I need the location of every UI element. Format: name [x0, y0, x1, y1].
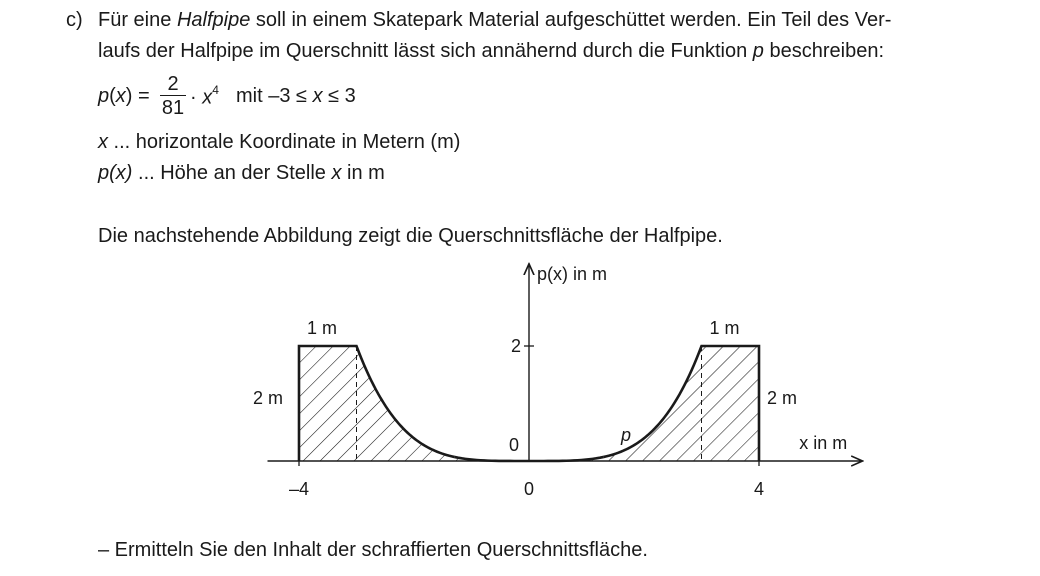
formula-fn: p [98, 85, 110, 107]
condition-end: ≤ 3 [322, 85, 356, 107]
definition-text: ... horizontale Koordinate in Metern (m) [108, 131, 461, 153]
definition-var: p(x) [98, 162, 133, 184]
annotation-right-width: 1 m [709, 318, 740, 338]
intro-text: laufs der Halfpipe im Querschnitt lässt sich annähernd durch die Funktion [98, 40, 753, 62]
y-tick-label-2: 2 [510, 336, 521, 356]
annotation-right-height: 2 m [767, 387, 798, 408]
hatched-area-left [299, 346, 529, 461]
condition-var: x [312, 85, 323, 107]
hatched-area-right [529, 346, 759, 461]
definition-var: x [331, 162, 342, 184]
figure-caption: Die nachstehende Abbildung zeigt die Querschnittsfläche der Halfpipe. [98, 225, 723, 247]
intro-variable: p [752, 40, 764, 62]
annotation-left-width: 1 m [306, 318, 338, 338]
fraction-denominator: 81 [161, 97, 185, 120]
formula-lhs: p(x) = [98, 85, 150, 107]
question-text: – Ermitteln Sie den Inhalt der schraffierten Querschnittsfläche. [98, 539, 648, 561]
task-label: c) [66, 9, 83, 31]
y-tick-label-0: 0 [508, 435, 519, 455]
formula-rhs-var: x [202, 86, 213, 109]
formula-dot: · [190, 86, 203, 109]
x-tick-label-minus4: –4 [288, 479, 310, 499]
definition-text: ... Höhe an der Stelle [132, 162, 332, 184]
x-tick-label-4: 4 [753, 479, 765, 499]
formula-exponent: 4 [212, 83, 219, 97]
definition-var: x [98, 131, 108, 153]
y-axis-label: p(x) in m [537, 263, 608, 284]
intro-text: Für eine [98, 9, 177, 31]
x-tick-label-0: 0 [523, 479, 535, 499]
annotation-left-height: 2 m [252, 387, 283, 408]
intro-emphasis: Halfpipe [176, 9, 251, 31]
formula-var: x [115, 85, 126, 107]
x-axis-label: x in m [799, 433, 848, 453]
definition-text: in m [341, 162, 385, 184]
intro-text: beschreiben: [763, 40, 884, 62]
curve-label-p: p [621, 424, 632, 445]
intro-text: soll in einem Skatepark Material aufgeschüttet werden. Ein Teil des Ver- [250, 9, 892, 31]
condition-text: mit –3 ≤ [236, 85, 313, 107]
fraction-numerator: 2 [167, 73, 179, 95]
